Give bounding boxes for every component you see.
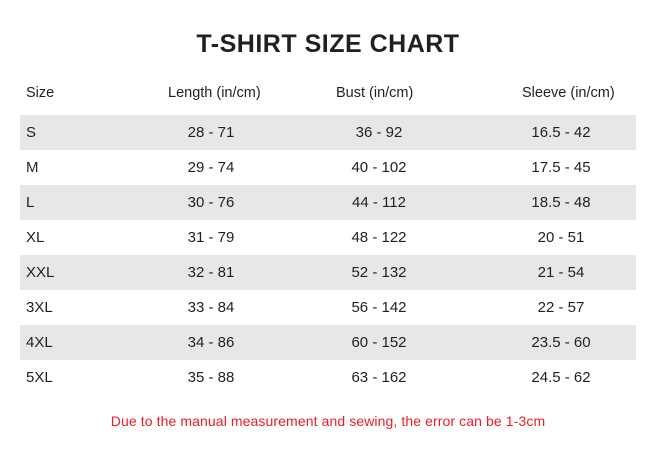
- cell-length: [168, 115, 336, 150]
- table-row: [20, 150, 636, 185]
- cell-bust: [336, 290, 522, 325]
- cell-sleeve: [522, 150, 636, 185]
- table-row: [20, 220, 636, 255]
- page-title: T-SHIRT SIZE CHART: [196, 30, 460, 58]
- cell-size: S: [20, 115, 168, 150]
- cell-length-value: 33 - 84: [187, 299, 235, 316]
- cell-size: 3XL: [26, 299, 53, 316]
- cell-size: XL: [26, 229, 45, 246]
- column-header-sleeve: Sleeve (in/cm): [522, 85, 615, 101]
- cell-sleeve-value: 23.5 - 60: [531, 334, 591, 351]
- cell-size: 5XL: [26, 369, 53, 386]
- table-row: [20, 115, 636, 150]
- table-header-row: [20, 85, 636, 115]
- cell-size: 4XL: [20, 325, 168, 360]
- measurement-disclaimer: Due to the manual measurement and sewing, the error can be 1-3cm: [110, 413, 546, 429]
- table-row: [20, 185, 636, 220]
- cell-length-value: 34 - 86: [187, 334, 235, 351]
- cell-sleeve: [522, 290, 636, 325]
- cell-bust-value: 63 - 162: [351, 369, 407, 386]
- column-header-length: Length (in/cm): [168, 85, 261, 101]
- cell-bust: [336, 325, 522, 360]
- cell-length: [168, 360, 336, 395]
- table-body: [20, 115, 636, 395]
- cell-sleeve: [522, 185, 636, 220]
- cell-sleeve: [522, 115, 636, 150]
- cell-sleeve: [522, 360, 636, 395]
- cell-sleeve: [522, 325, 636, 360]
- cell-bust-value: 48 - 122: [351, 229, 407, 246]
- cell-bust-value: 40 - 102: [351, 159, 407, 176]
- cell-bust-value: 60 - 152: [351, 334, 407, 351]
- cell-sleeve-value: 17.5 - 45: [531, 159, 591, 176]
- cell-bust: [336, 150, 522, 185]
- cell-length-value: 28 - 71: [187, 124, 235, 141]
- cell-size: XXL: [20, 255, 168, 290]
- cell-bust: [336, 255, 522, 290]
- cell-length: [168, 255, 336, 290]
- cell-bust: [336, 360, 522, 395]
- cell-bust: [336, 115, 522, 150]
- cell-length: [168, 220, 336, 255]
- cell-sleeve: [522, 255, 636, 290]
- cell-sleeve-value: 21 - 54: [537, 264, 585, 281]
- table-row: [20, 360, 636, 395]
- cell-bust-value: 44 - 112: [352, 194, 406, 211]
- cell-sleeve: [522, 220, 636, 255]
- column-header-size: Size: [26, 85, 55, 101]
- cell-length-value: 31 - 79: [187, 229, 235, 246]
- cell-length: [168, 325, 336, 360]
- cell-sleeve-value: 24.5 - 62: [531, 369, 591, 386]
- cell-bust-value: 52 - 132: [351, 264, 407, 281]
- cell-length-value: 32 - 81: [187, 264, 235, 281]
- cell-bust: [336, 185, 522, 220]
- cell-sleeve-value: 20 - 51: [537, 229, 585, 246]
- cell-size: L: [20, 185, 168, 220]
- table-row: [20, 290, 636, 325]
- table-header: [20, 85, 636, 115]
- cell-length-value: 35 - 88: [187, 369, 235, 386]
- cell-bust: [336, 220, 522, 255]
- table-row: [20, 325, 636, 360]
- cell-length: [168, 185, 336, 220]
- cell-length-value: 29 - 74: [187, 159, 235, 176]
- cell-bust-value: 36 - 92: [355, 124, 403, 141]
- size-chart-table: [20, 85, 636, 395]
- column-header-bust: Bust (in/cm): [336, 85, 414, 101]
- cell-size: M: [26, 159, 39, 176]
- cell-sleeve-value: 18.5 - 48: [531, 194, 591, 211]
- cell-length: [168, 290, 336, 325]
- cell-sleeve-value: 16.5 - 42: [531, 124, 591, 141]
- cell-sleeve-value: 22 - 57: [537, 299, 585, 316]
- cell-bust-value: 56 - 142: [351, 299, 407, 316]
- table-row: [20, 255, 636, 290]
- cell-length-value: 30 - 76: [187, 194, 235, 211]
- cell-length: [168, 150, 336, 185]
